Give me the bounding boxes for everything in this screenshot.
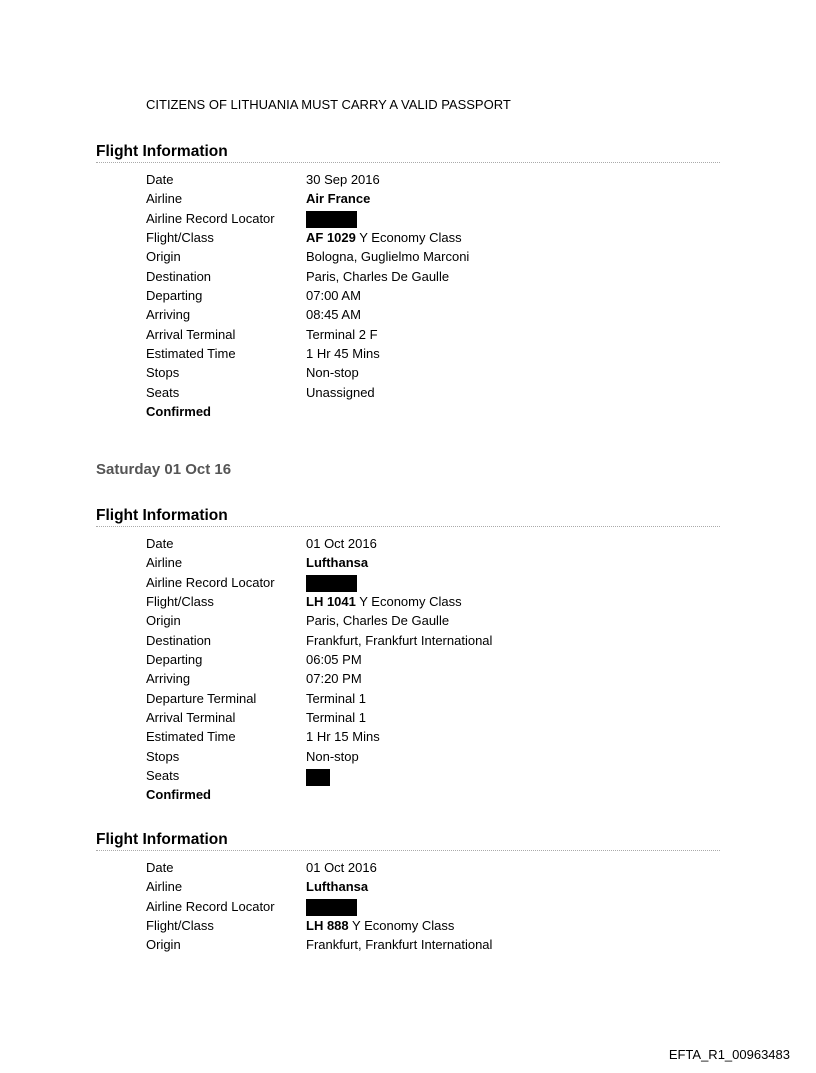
detail-value: [306, 669, 362, 688]
detail-value-text: Non-stop: [306, 748, 359, 764]
detail-label: Airline: [146, 555, 183, 571]
detail-row: [146, 325, 469, 344]
detail-row: [146, 877, 492, 896]
detail-value-bold: LH 1041: [306, 594, 356, 610]
detail-row: [146, 669, 492, 688]
detail-label: Arriving: [146, 307, 191, 323]
detail-value-text: Terminal 2 F: [306, 326, 378, 342]
detail-value: [306, 592, 462, 611]
redaction-box: [306, 769, 330, 786]
detail-row: [146, 209, 469, 228]
detail-label: Destination: [146, 268, 212, 284]
detail-value: [306, 553, 368, 572]
detail-value: [306, 611, 449, 630]
detail-label: Estimated Time: [146, 346, 236, 362]
detail-value: [306, 305, 361, 324]
detail-row: [146, 785, 492, 804]
detail-label: Airline: [146, 191, 183, 207]
detail-value: [306, 631, 492, 650]
detail-value: [306, 935, 492, 954]
detail-label: Flight/Class: [146, 918, 214, 934]
detail-value: [306, 689, 366, 708]
detail-value: [306, 189, 370, 208]
detail-value-text: 01 Oct 2016: [306, 536, 377, 551]
detail-value: [306, 209, 357, 228]
detail-label: Confirmed: [146, 787, 211, 803]
detail-label: Date: [146, 172, 174, 187]
detail-row: [146, 305, 469, 324]
detail-value-text: Frankfurt, Frankfurt International: [306, 937, 493, 953]
detail-value: [306, 573, 357, 592]
detail-label: Departing: [146, 652, 203, 668]
detail-value: [306, 766, 330, 785]
passport-notice: CITIZENS OF LITHUANIA MUST CARRY A VALID PASSPORT: [146, 97, 511, 112]
flight-details: [146, 534, 492, 805]
section-title: Flight Information: [96, 143, 720, 163]
detail-value-text: Bologna, Guglielmo Marconi: [306, 249, 470, 265]
detail-row: [146, 592, 492, 611]
detail-row: [146, 689, 492, 708]
detail-row: [146, 935, 492, 954]
detail-value-text: 07:00 AM: [306, 288, 361, 304]
day-heading: Saturday 01 Oct 16: [96, 461, 232, 478]
detail-label: Airline Record Locator: [146, 898, 275, 914]
detail-value: [306, 877, 368, 896]
detail-label: Date: [146, 536, 174, 551]
detail-label: Origin: [146, 937, 181, 953]
detail-label: Departure Terminal: [146, 690, 257, 706]
detail-label: Arrival Terminal: [146, 326, 236, 342]
detail-label: Estimated Time: [146, 729, 236, 745]
detail-value-text: Y Economy Class: [355, 230, 462, 246]
detail-value-bold: AF 1029: [306, 230, 356, 246]
detail-value: [306, 267, 449, 286]
detail-value-text: Terminal 1: [306, 710, 366, 726]
detail-row: [146, 858, 492, 877]
detail-value-bold: Air France: [306, 191, 371, 207]
detail-row: [146, 228, 469, 247]
detail-value-bold: LH 888: [306, 918, 349, 934]
detail-row: [146, 916, 492, 935]
detail-value: [306, 534, 377, 553]
detail-row: [146, 708, 492, 727]
detail-value: [306, 363, 359, 382]
detail-row: [146, 363, 469, 382]
detail-value-text: Y Economy Class: [355, 594, 462, 610]
detail-value-text: 01 Oct 2016: [306, 860, 377, 875]
detail-row: [146, 286, 469, 305]
detail-value-text: Unassigned: [306, 384, 375, 400]
detail-value: [306, 650, 362, 669]
detail-row: [146, 747, 492, 766]
detail-label: Seats: [146, 768, 180, 784]
redaction-box: [306, 211, 357, 228]
detail-value-text: Frankfurt, Frankfurt International: [306, 632, 493, 648]
detail-value-text: 07:20 PM: [306, 671, 362, 687]
detail-value: [306, 916, 454, 935]
detail-row: [146, 727, 492, 746]
detail-value: [306, 325, 378, 344]
detail-value-text: Paris, Charles De Gaulle: [306, 613, 450, 629]
detail-label: Date: [146, 860, 174, 875]
detail-value-bold: Lufthansa: [306, 879, 369, 895]
detail-value-text: Y Economy Class: [348, 918, 455, 934]
detail-label: Arrival Terminal: [146, 710, 236, 726]
flight-details: [146, 170, 469, 421]
redaction-box: [306, 899, 357, 916]
document-id: EFTA_R1_00963483: [668, 1047, 790, 1062]
detail-row: [146, 344, 469, 363]
detail-row: [146, 631, 492, 650]
detail-value: [306, 727, 380, 746]
detail-row: [146, 170, 469, 189]
detail-value-text: 06:05 PM: [306, 652, 362, 668]
detail-row: [146, 383, 469, 402]
detail-label: Airline: [146, 879, 183, 895]
detail-label: Departing: [146, 288, 203, 304]
redaction-box: [306, 575, 357, 592]
detail-label: Flight/Class: [146, 230, 214, 246]
detail-value-text: 08:45 AM: [306, 307, 361, 323]
detail-value: [306, 383, 375, 402]
detail-label: Seats: [146, 384, 180, 400]
detail-value-text: Terminal 1: [306, 690, 366, 706]
detail-label: Flight/Class: [146, 594, 214, 610]
detail-label: Origin: [146, 249, 181, 265]
detail-value: [306, 897, 357, 916]
detail-value: [306, 286, 361, 305]
detail-label: Origin: [146, 613, 181, 629]
detail-label: Airline Record Locator: [146, 210, 275, 226]
detail-value-text: 1 Hr 15 Mins: [306, 729, 380, 745]
detail-row: [146, 267, 469, 286]
detail-value-bold: Lufthansa: [306, 555, 369, 571]
section-title: Flight Information: [96, 831, 720, 851]
section-title: Flight Information: [96, 507, 720, 527]
detail-row: [146, 534, 492, 553]
detail-label: Stops: [146, 748, 180, 764]
detail-value-text: Non-stop: [306, 365, 359, 381]
detail-value: [306, 708, 366, 727]
detail-value-text: 1 Hr 45 Mins: [306, 346, 380, 362]
detail-row: [146, 247, 469, 266]
detail-value: [306, 170, 380, 189]
detail-row: [146, 611, 492, 630]
detail-label: Confirmed: [146, 404, 211, 420]
detail-label: Arriving: [146, 671, 191, 687]
detail-value-text: 30 Sep 2016: [306, 172, 380, 187]
flight-details: [146, 858, 492, 955]
detail-value: [306, 247, 469, 266]
detail-row: [146, 766, 492, 785]
detail-row: [146, 189, 469, 208]
detail-row: [146, 553, 492, 572]
detail-row: [146, 897, 492, 916]
detail-row: [146, 402, 469, 421]
detail-label: Destination: [146, 632, 212, 648]
detail-label: Stops: [146, 365, 180, 381]
detail-row: [146, 573, 492, 592]
detail-row: [146, 650, 492, 669]
detail-label: Airline Record Locator: [146, 574, 275, 590]
detail-value: [306, 228, 462, 247]
detail-value: [306, 344, 380, 363]
detail-value: [306, 747, 359, 766]
detail-value: [306, 858, 377, 877]
detail-value-text: Paris, Charles De Gaulle: [306, 268, 450, 284]
